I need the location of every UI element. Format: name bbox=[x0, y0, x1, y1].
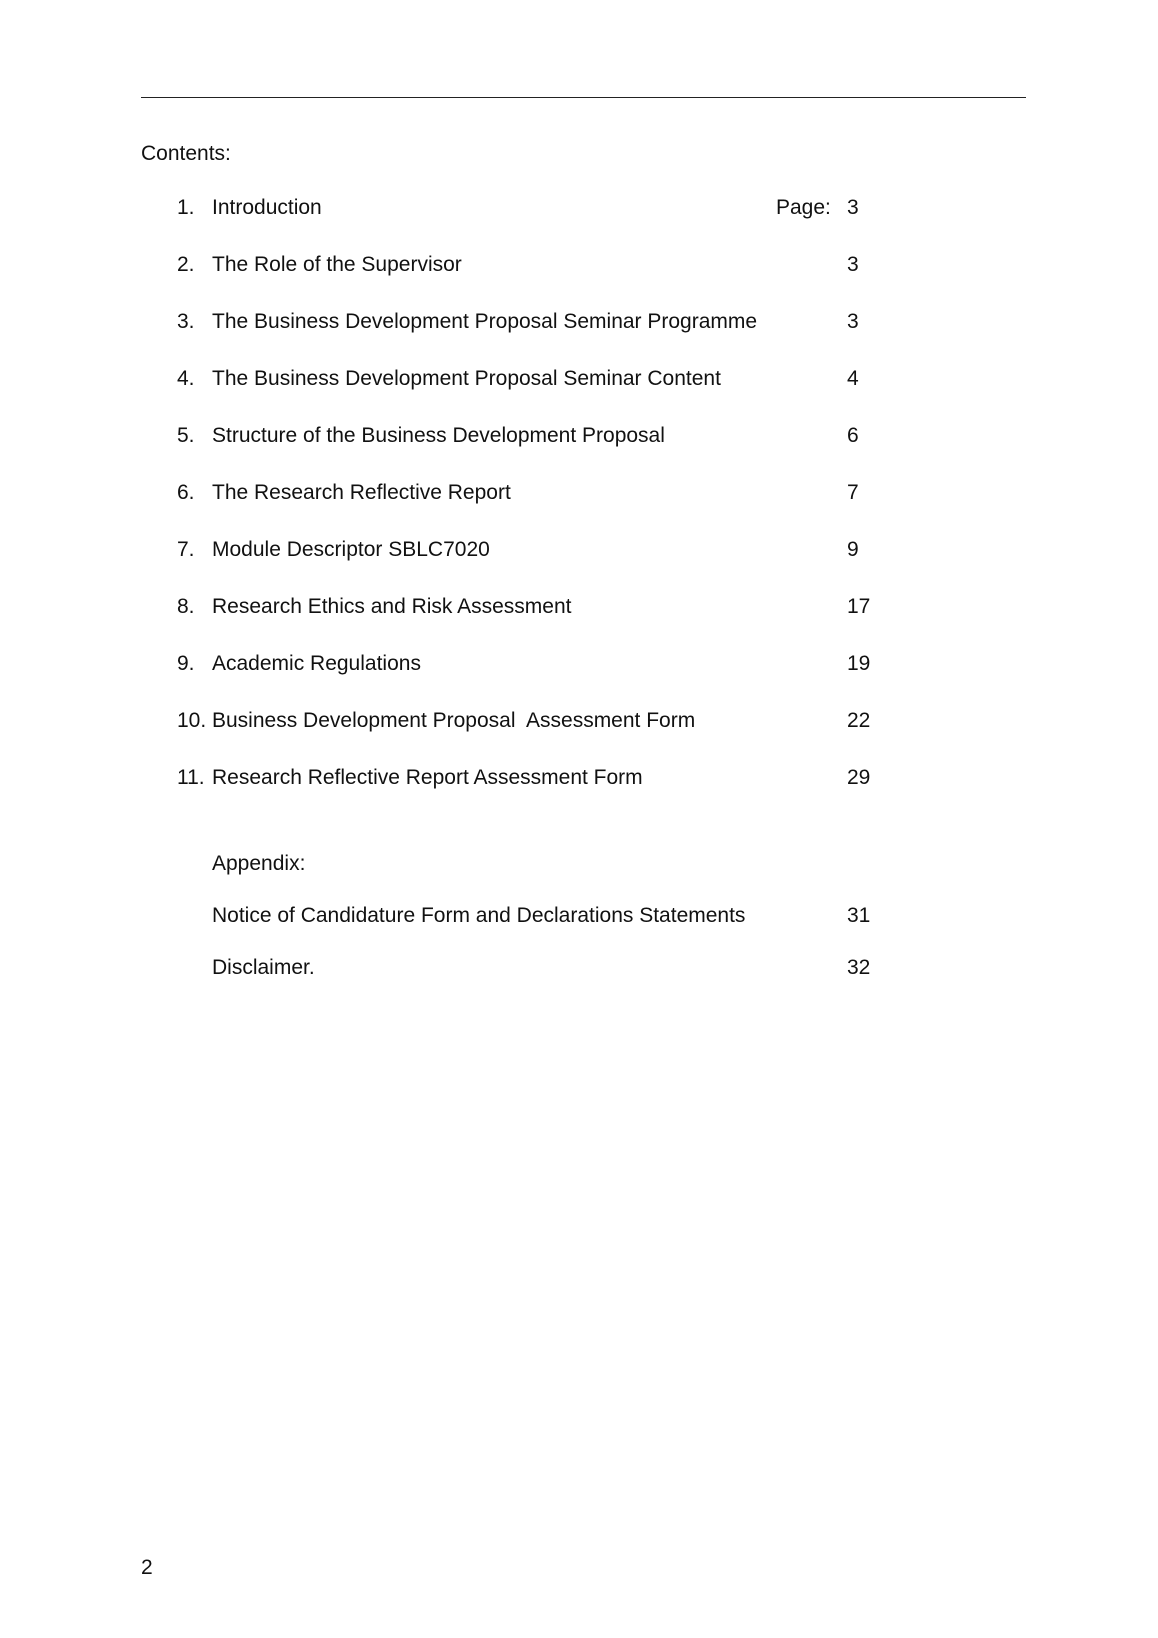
toc-entry-number: 7. bbox=[177, 538, 195, 561]
toc-entry-title: Structure of the Business Development Proposal bbox=[212, 424, 665, 447]
appendix-heading: Appendix: bbox=[212, 852, 306, 875]
footer-page-number: 2 bbox=[141, 1556, 153, 1579]
toc-entry-page: 9 bbox=[847, 538, 859, 561]
appendix-entry-page: 32 bbox=[847, 956, 871, 979]
toc-entry bbox=[0, 421, 1158, 451]
header-rule bbox=[141, 97, 1026, 98]
toc-entry-page: 29 bbox=[847, 766, 871, 789]
toc-entry bbox=[0, 706, 1158, 736]
toc-entry-page: 3 bbox=[847, 253, 859, 276]
toc-entry bbox=[0, 307, 1158, 337]
toc-entry-page: 19 bbox=[847, 652, 871, 675]
toc-entry-page: 6 bbox=[847, 424, 859, 447]
toc-entry bbox=[0, 364, 1158, 394]
appendix-entry bbox=[0, 953, 1158, 983]
toc-entry-title: The Business Development Proposal Seminar Programme bbox=[212, 310, 758, 333]
toc-entry-number: 11. bbox=[177, 766, 205, 789]
toc-entry-title: Business Development Proposal Assessment Form bbox=[212, 709, 696, 732]
toc-entry-number: 2. bbox=[177, 253, 195, 276]
toc-entry bbox=[0, 649, 1158, 679]
toc-entry-number: 5. bbox=[177, 424, 195, 447]
toc-entry bbox=[0, 250, 1158, 280]
toc-entry-title: The Role of the Supervisor bbox=[212, 253, 462, 276]
toc-entry-page: 17 bbox=[847, 595, 871, 618]
toc-entry-title: Academic Regulations bbox=[212, 652, 421, 675]
toc-entry-number: 6. bbox=[177, 481, 195, 504]
appendix-entry-title: Disclaimer. bbox=[212, 956, 315, 979]
toc-entry-number: 3. bbox=[177, 310, 195, 333]
toc-entry-page: 4 bbox=[847, 367, 859, 390]
toc-entry-page: 3 bbox=[847, 310, 859, 333]
toc-entry-title: The Business Development Proposal Seminar Content bbox=[212, 367, 721, 390]
toc-entry-number: 10. bbox=[177, 709, 207, 732]
toc-entry-number: 4. bbox=[177, 367, 195, 390]
page-label: Page: bbox=[776, 196, 831, 219]
appendix-entry-page: 31 bbox=[847, 904, 871, 927]
toc-entry bbox=[0, 193, 1158, 223]
toc-entry-number: 9. bbox=[177, 652, 195, 675]
toc-entry-number: 8. bbox=[177, 595, 195, 618]
toc-entry-page: 3 bbox=[847, 196, 859, 219]
toc-entry bbox=[0, 592, 1158, 622]
toc-entry-title: The Research Reflective Report bbox=[212, 481, 511, 504]
toc-entry-page: 7 bbox=[847, 481, 859, 504]
toc-entry bbox=[0, 763, 1158, 793]
toc-entry-title: Research Ethics and Risk Assessment bbox=[212, 595, 572, 618]
appendix-entry bbox=[0, 901, 1158, 931]
toc-entry-number: 1. bbox=[177, 196, 195, 219]
toc-entry bbox=[0, 478, 1158, 508]
appendix-entry-title: Notice of Candidature Form and Declarations Statements bbox=[212, 904, 746, 927]
toc-entry-page: 22 bbox=[847, 709, 871, 732]
toc-entry bbox=[0, 535, 1158, 565]
contents-heading: Contents: bbox=[141, 142, 231, 165]
toc-entry-title: Module Descriptor SBLC7020 bbox=[212, 538, 490, 561]
toc-entry-title: Introduction bbox=[212, 196, 322, 219]
toc-entry-title: Research Reflective Report Assessment Form bbox=[212, 766, 643, 789]
